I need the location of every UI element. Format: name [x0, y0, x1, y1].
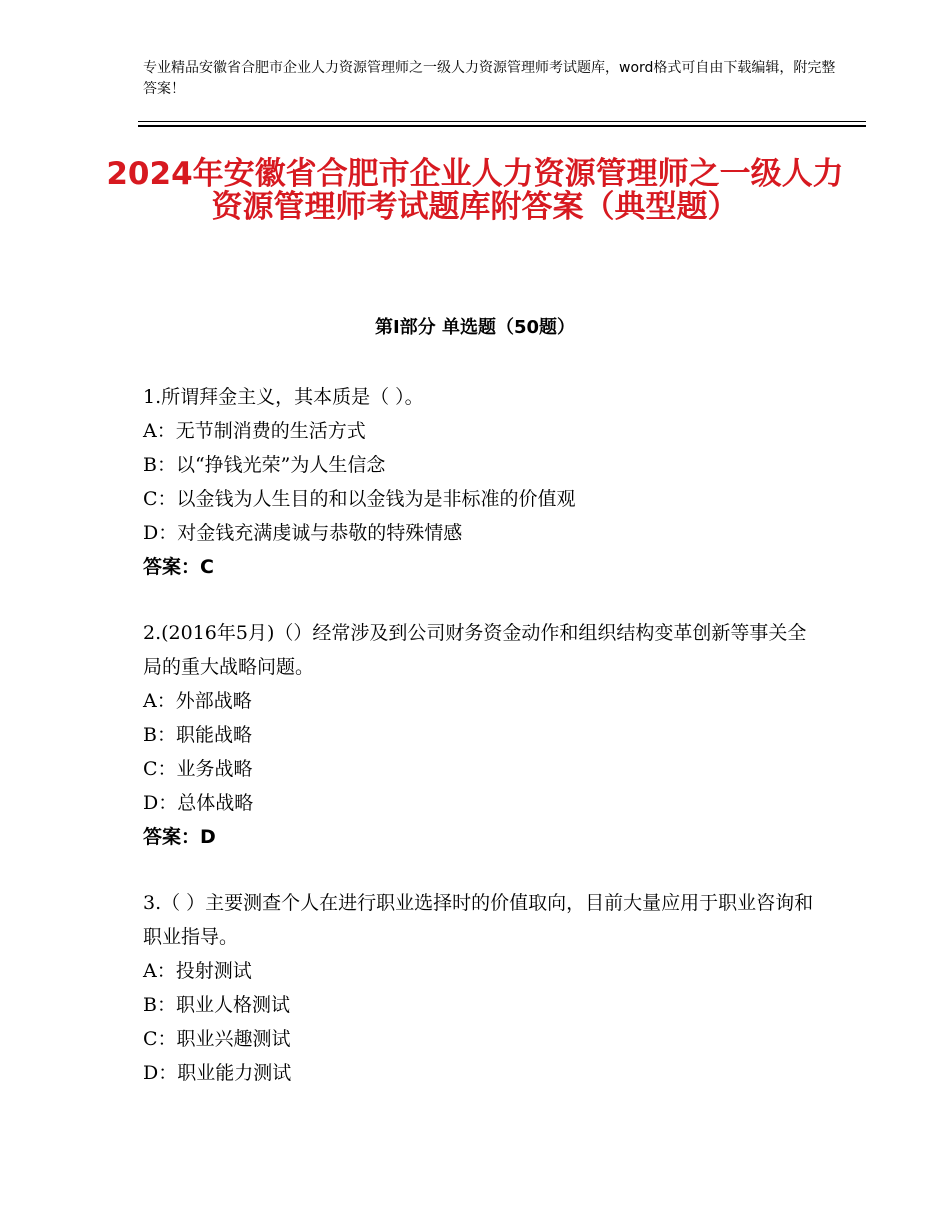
- document-title: 2024年安徽省合肥市企业人力资源管理师之一级人力资源管理师考试题库附答案（典型题）: [106, 156, 844, 225]
- option-c: C：以金钱为人生目的和以金钱为是非标准的价值观: [143, 488, 576, 510]
- header-note: 专业精品安徽省合肥市企业人力资源管理师之一级人力资源管理师考试题库，word格式可自由下载编辑，附完整答案！: [143, 60, 836, 97]
- option-c: C：业务战略: [143, 758, 253, 780]
- header-rule-thick: [138, 125, 866, 127]
- header-rule-thin: [138, 121, 866, 122]
- option-d: D：职业能力测试: [143, 1062, 292, 1084]
- question-2: [143, 616, 823, 854]
- option-b: B：以“挣钱光荣”为人生信念: [143, 454, 386, 476]
- option-a: A：外部战略: [143, 690, 252, 712]
- option-d: D：对金钱充满虔诚与恭敬的特殊情感: [143, 522, 463, 544]
- section-title: 第Ⅰ部分 单选题（50题）: [374, 317, 575, 338]
- question-list: [143, 380, 823, 1122]
- question-1: [143, 380, 823, 584]
- option-d: D：总体战略: [143, 792, 254, 814]
- question-3: [143, 886, 823, 1090]
- option-a: A：无节制消费的生活方式: [143, 420, 366, 442]
- question-stem: 2.(2016年5月)（）经常涉及到公司财务资金动作和组织结构变革创新等事关全局的重大战略问题。: [143, 622, 807, 678]
- question-stem: 1.所谓拜金主义，其本质是（ ）。: [143, 386, 424, 408]
- option-b: B：职能战略: [143, 724, 252, 746]
- option-a: A：投射测试: [143, 960, 252, 982]
- option-b: B：职业人格测试: [143, 994, 290, 1016]
- answer: 答案：D: [143, 826, 216, 848]
- answer: 答案：C: [143, 556, 214, 578]
- question-stem: 3.（ ）主要测查个人在进行职业选择时的价值取向，目前大量应用于职业咨询和职业指导。: [143, 892, 814, 948]
- option-c: C：职业兴趣测试: [143, 1028, 291, 1050]
